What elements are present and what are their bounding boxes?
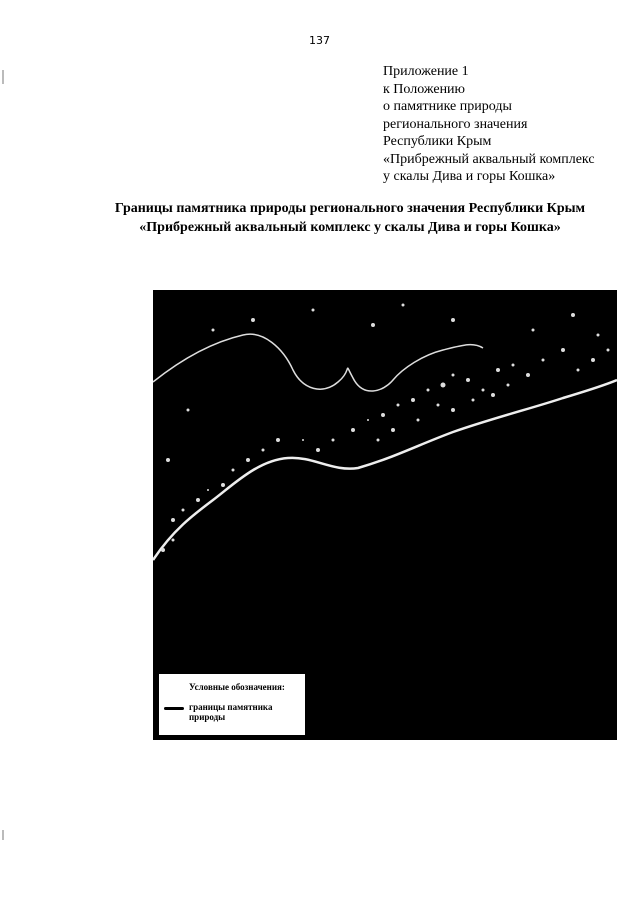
scan-edge-mark — [2, 830, 4, 840]
legend-item-label-line: границы памятника — [189, 702, 273, 712]
map-legend — [158, 673, 306, 736]
appendix-line: Приложение 1 — [383, 64, 469, 79]
document-title — [90, 199, 610, 237]
scan-edge-mark — [2, 70, 4, 84]
title-line-2: «Прибрежный аквальный комплекс у скалы Дива и горы Кошка» — [139, 220, 561, 235]
title-line-1: Границы памятника природы регионального значения Республики Крым — [114, 201, 586, 216]
satellite-map — [153, 290, 617, 740]
appendix-line: «Прибрежный аквальный комплекс — [383, 151, 595, 167]
legend-item-label — [189, 702, 272, 722]
appendix-line: Республики Крым — [383, 134, 492, 149]
legend-item-label-line: природы — [189, 712, 226, 722]
appendix-line: у скалы Дива и горы Кошка» — [383, 169, 556, 184]
appendix-line: к Положению — [383, 81, 466, 97]
page-number: 137 — [309, 34, 330, 47]
appendix-line: о памятнике природы — [383, 99, 512, 114]
legend-title: Условные обозначения: — [189, 682, 285, 692]
boundary-line-swatch — [164, 707, 184, 710]
appendix-block — [383, 63, 595, 186]
appendix-line: регионального значения — [383, 116, 528, 132]
